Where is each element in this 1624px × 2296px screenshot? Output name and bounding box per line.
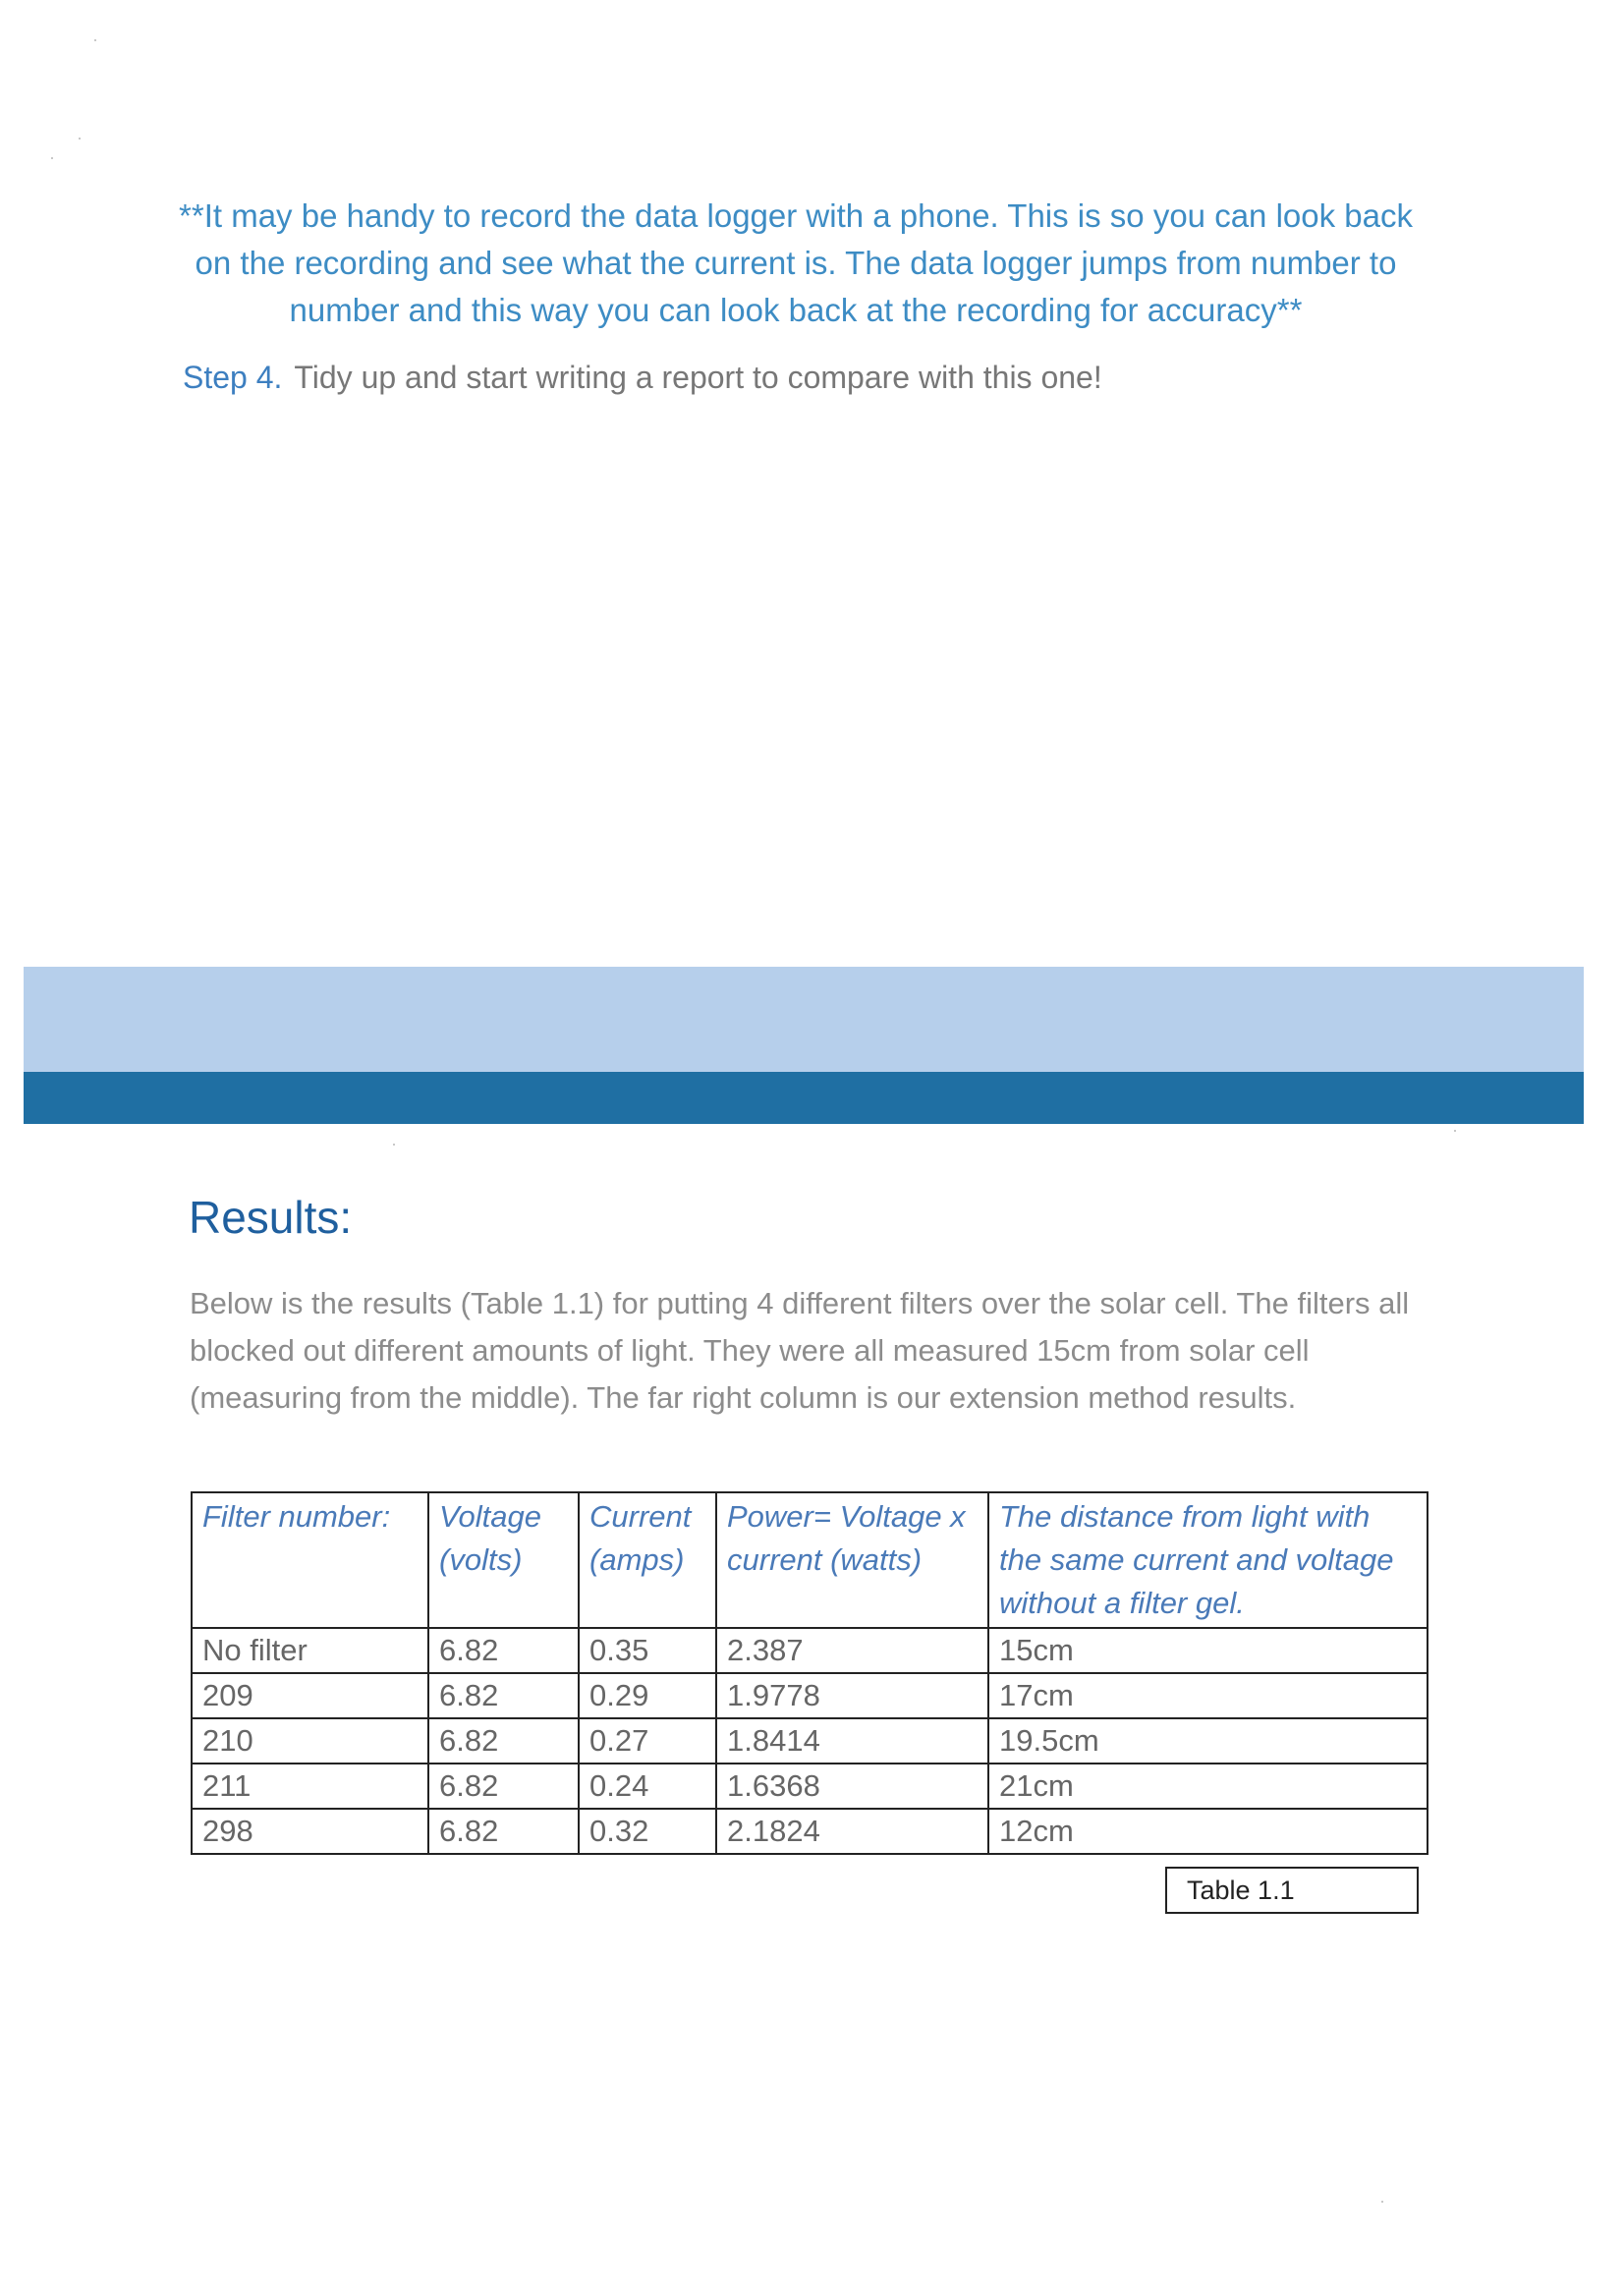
cell-voltage: 6.82 xyxy=(428,1673,579,1718)
scan-speck xyxy=(1381,2201,1383,2203)
divider-band-light xyxy=(24,967,1584,1072)
scan-speck xyxy=(94,39,96,41)
scan-speck xyxy=(393,1144,395,1146)
note-line-3: number and this way you can look back at the recording for accuracy** xyxy=(289,292,1303,328)
cell-power: 1.9778 xyxy=(716,1673,988,1718)
results-heading: Results: xyxy=(189,1192,353,1243)
cell-voltage: 6.82 xyxy=(428,1628,579,1673)
step-4 xyxy=(183,360,1102,396)
divider-band-dark xyxy=(24,1072,1584,1124)
cell-power: 1.6368 xyxy=(716,1764,988,1809)
cell-filter: 298 xyxy=(192,1809,428,1854)
header-voltage: Voltage (volts) xyxy=(428,1492,579,1628)
cell-power: 1.8414 xyxy=(716,1718,988,1764)
cell-distance: 19.5cm xyxy=(988,1718,1428,1764)
scan-speck xyxy=(51,157,53,159)
cell-current: 0.27 xyxy=(579,1718,716,1764)
cell-filter: No filter xyxy=(192,1628,428,1673)
results-table xyxy=(191,1491,1428,1855)
cell-filter: 209 xyxy=(192,1673,428,1718)
section-divider-band xyxy=(24,967,1584,1124)
cell-distance: 15cm xyxy=(988,1628,1428,1673)
step-4-text: Tidy up and start writing a report to compare with this one! xyxy=(294,360,1102,395)
header-filter-number: Filter number: xyxy=(192,1492,428,1628)
cell-distance: 21cm xyxy=(988,1764,1428,1809)
table-row xyxy=(192,1809,1428,1854)
cell-power: 2.1824 xyxy=(716,1809,988,1854)
cell-filter: 211 xyxy=(192,1764,428,1809)
cell-filter: 210 xyxy=(192,1718,428,1764)
cell-distance: 17cm xyxy=(988,1673,1428,1718)
results-intro-paragraph: Below is the results (Table 1.1) for putting 4 different filters over the solar cell. The filters all blocked out different amounts of light. They were all measured 15cm from solar cell (measuring from the middle). The far right column is our extension method results. xyxy=(190,1286,1410,1415)
cell-power: 2.387 xyxy=(716,1628,988,1673)
header-power: Power= Voltage x current (watts) xyxy=(716,1492,988,1628)
cell-distance: 12cm xyxy=(988,1809,1428,1854)
data-logger-note xyxy=(157,193,1434,334)
cell-current: 0.24 xyxy=(579,1764,716,1809)
scan-speck xyxy=(79,138,81,140)
cell-voltage: 6.82 xyxy=(428,1718,579,1764)
cell-current: 0.32 xyxy=(579,1809,716,1854)
scan-speck xyxy=(1454,1130,1456,1132)
note-line-2: on the recording and see what the current is. The data logger jumps from number to xyxy=(195,245,1397,281)
header-current: Current (amps) xyxy=(579,1492,716,1628)
table-row xyxy=(192,1673,1428,1718)
cell-current: 0.29 xyxy=(579,1673,716,1718)
note-line-1: **It may be handy to record the data logger with a phone. This is so you can look back xyxy=(179,197,1413,234)
table-header-row xyxy=(192,1492,1428,1628)
table-row xyxy=(192,1764,1428,1809)
table-caption: Table 1.1 xyxy=(1165,1867,1419,1914)
table-row xyxy=(192,1628,1428,1673)
header-distance: The distance from light with the same current and voltage without a filter gel. xyxy=(988,1492,1428,1628)
cell-voltage: 6.82 xyxy=(428,1809,579,1854)
cell-current: 0.35 xyxy=(579,1628,716,1673)
cell-voltage: 6.82 xyxy=(428,1764,579,1809)
table-row xyxy=(192,1718,1428,1764)
step-4-label: Step 4. xyxy=(183,360,283,395)
